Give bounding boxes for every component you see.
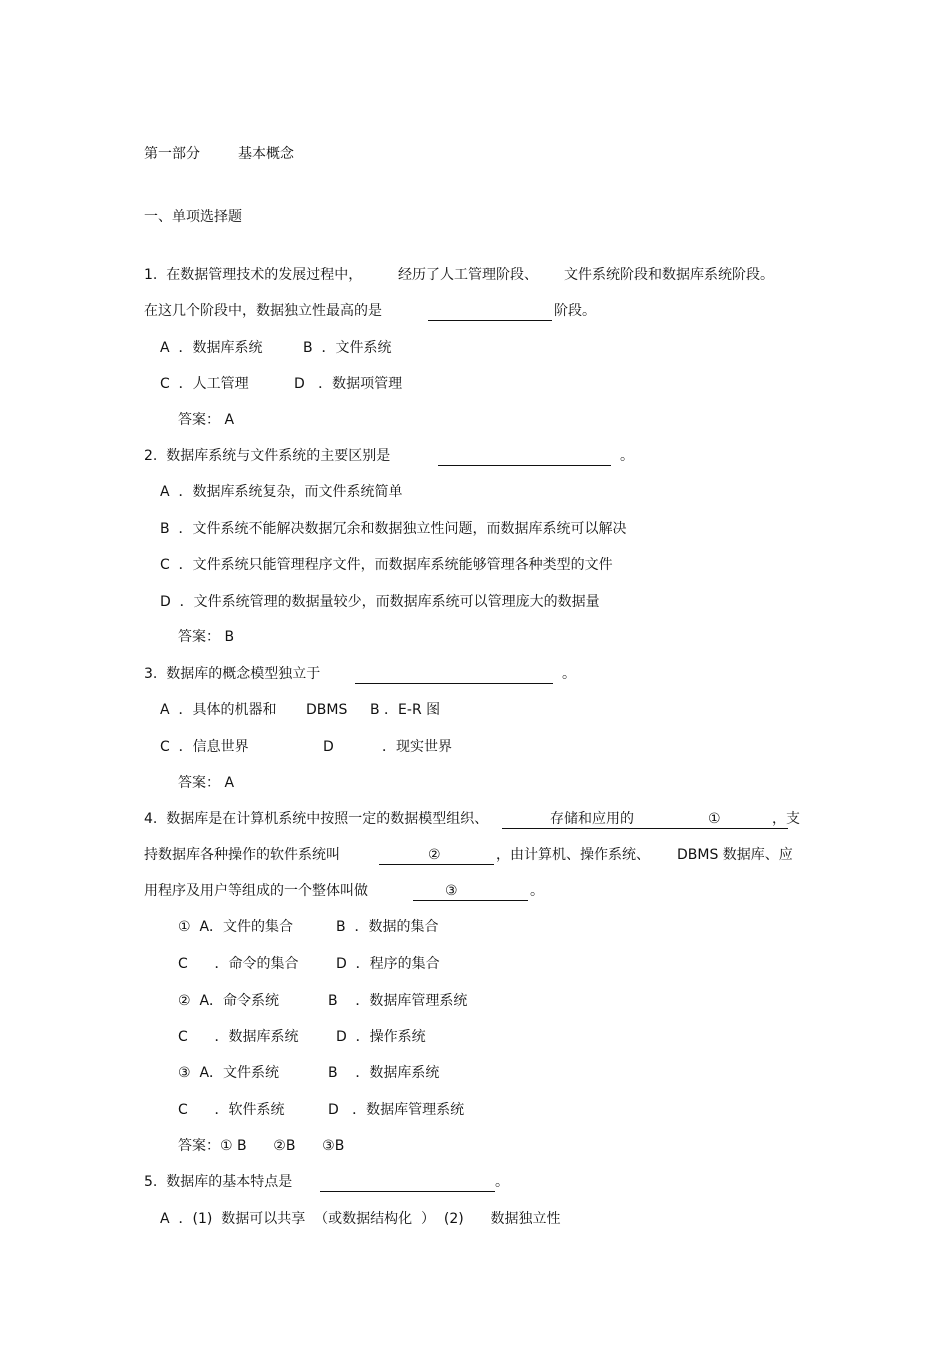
q1-blank	[428, 302, 552, 321]
q3-option-d-letter: D	[323, 739, 334, 755]
q1-line2-b: 阶段。	[554, 303, 596, 319]
q4-group2-option-a: ② A．命令系统	[178, 993, 280, 1009]
q1-line1-b: 经历了人工管理阶段、	[398, 267, 538, 283]
section-title: 一、单项选择题	[144, 209, 242, 225]
q3-option-a: A ．具体的机器和	[160, 702, 277, 718]
q4-blank-3-label: ③	[445, 883, 458, 899]
q1-answer: 答案： A	[178, 412, 235, 428]
q4-blank-1	[502, 810, 788, 829]
q1-line1-c: 文件系统阶段和数据库系统阶段。	[564, 267, 774, 283]
q4-group1-option-a: ① A．文件的集合	[178, 919, 294, 935]
q3-option-a-dbms: DBMS	[306, 702, 348, 718]
q4-line1-b: 存储和应用的	[550, 811, 634, 827]
q4-group2-option-c: C ．数据库系统	[178, 1029, 299, 1045]
q4-line1-c: ，支	[772, 811, 800, 827]
q5-tail: 。	[495, 1174, 509, 1190]
q2-tail: 。	[620, 448, 634, 464]
q4-blank-1-label: ①	[708, 811, 721, 827]
q4-group2-option-b: B ．数据库管理系统	[328, 993, 468, 1009]
q4-blank-2-label: ②	[428, 847, 441, 863]
q3-option-d: ．现实世界	[382, 739, 452, 755]
q3-answer: 答案： A	[178, 775, 235, 791]
q1-option-d: D ．数据项管理	[294, 376, 403, 392]
q2-answer: 答案： B	[178, 629, 235, 645]
q4-group1-option-d: D ．程序的集合	[336, 956, 440, 972]
q4-line1-a: 4. 数据库是在计算机系统中按照一定的数据模型组织、	[144, 811, 489, 827]
q5-option-a: A ．(1) 数据可以共享 （或数据结构化 ） (2) 数据独立性	[160, 1211, 561, 1227]
q4-group3-option-a: ③ A．文件系统	[178, 1065, 280, 1081]
q2-option-d: D ．文件系统管理的数据量较少，而数据库系统可以管理庞大的数据量	[160, 594, 600, 610]
q3-option-b: B ．E-R 图	[370, 702, 441, 718]
q4-line2-b: ，由计算机、操作系统、	[496, 847, 650, 863]
part-label: 第一部分	[144, 146, 200, 162]
q4-blank-3	[413, 882, 528, 901]
q2-stem: 2. 数据库系统与文件系统的主要区别是	[144, 448, 391, 464]
q2-option-a: A ．数据库系统复杂，而文件系统简单	[160, 484, 403, 500]
q5-blank	[320, 1173, 495, 1192]
q4-group2-option-d: D ．操作系统	[336, 1029, 426, 1045]
q1-option-c: C ．人工管理	[160, 376, 249, 392]
q5-stem: 5. 数据库的基本特点是	[144, 1174, 293, 1190]
q3-option-c: C ．信息世界	[160, 739, 249, 755]
q4-group3-option-c: C ．软件系统	[178, 1102, 285, 1118]
q2-blank	[438, 447, 611, 466]
q4-line2-c: DBMS 数据库、应	[677, 847, 793, 863]
q1-option-b: B ．文件系统	[303, 340, 392, 356]
q1-line2-a: 在这几个阶段中，数据独立性最高的是	[144, 303, 382, 319]
q4-answer: 答案：① B ②B ③B	[178, 1138, 345, 1154]
q4-line3-b: 。	[530, 883, 544, 899]
q3-blank	[355, 665, 553, 684]
page-title: 基本概念	[238, 146, 294, 162]
q3-tail: 。	[562, 666, 576, 682]
q4-group3-option-b: B ．数据库系统	[328, 1065, 440, 1081]
q4-group3-option-d: D ．数据库管理系统	[328, 1102, 465, 1118]
q1-line1-a: 1. 在数据管理技术的发展过程中，	[144, 267, 363, 283]
q3-stem: 3. 数据库的概念模型独立于	[144, 666, 321, 682]
q2-option-c: C ．文件系统只能管理程序文件，而数据库系统能够管理各种类型的文件	[160, 557, 613, 573]
q4-line3-a: 用程序及用户等组成的一个整体叫做	[144, 883, 368, 899]
q1-option-a: A ．数据库系统	[160, 340, 263, 356]
q4-group1-option-c: C ．命令的集合	[178, 956, 299, 972]
q4-group1-option-b: B ．数据的集合	[336, 919, 439, 935]
q4-line2-a: 持数据库各种操作的软件系统叫	[144, 847, 340, 863]
q2-option-b: B ．文件系统不能解决数据冗余和数据独立性问题，而数据库系统可以解决	[160, 521, 627, 537]
